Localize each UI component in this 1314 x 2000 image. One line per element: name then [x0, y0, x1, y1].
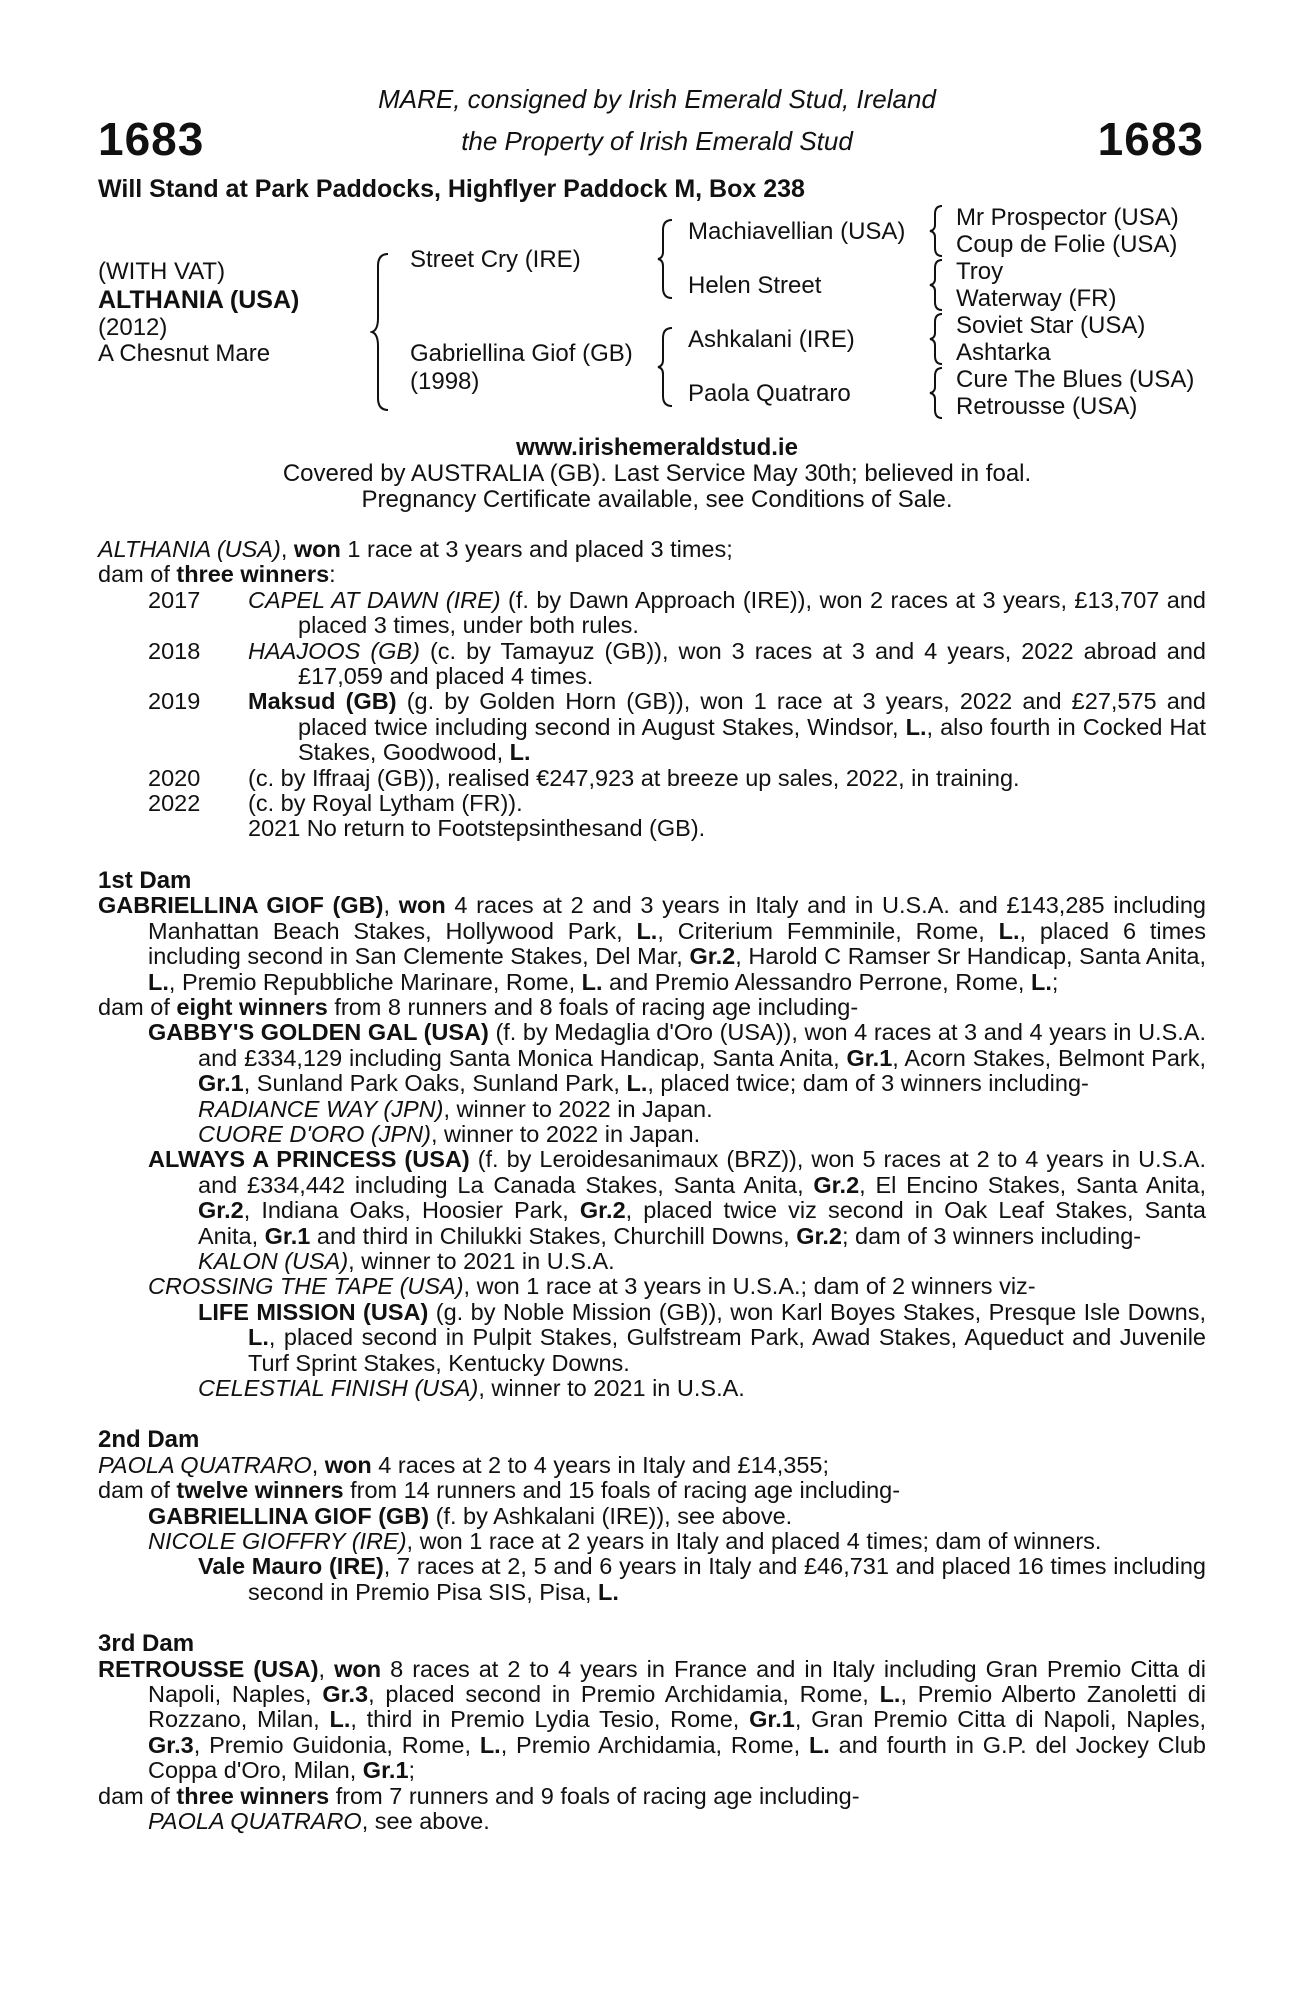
first-dam-record: GABRIELLINA GIOF (GB), won 4 races at 2 and 3 years in Italy and in U.S.A. and £143,285 including Manhattan Beach Stakes, Hollywood Park, L., Criterium Femminile, Rome, L., placed 6 times including second in San Clemente Stakes, Del Mar, Gr.2, Harold C Ramser Sr Handicap, Santa Anita, L., Premio Repubbliche Marinare, Rome, L. and Premio Alessandro Perrone, Rome, L.;: [98, 892, 1207, 995]
first-dam-heading: 1st Dam: [98, 866, 192, 894]
produce-no-return: 2021 No return to Footstepsinthesand (GB).: [248, 815, 706, 842]
pedigree-sire-sire: Machiavellian (USA): [688, 218, 906, 245]
pedigree-gen3-2: Coup de Folie (USA): [956, 231, 1178, 258]
pregnancy-info: Pregnancy Certificate available, see Conditions of Sale.: [361, 486, 953, 513]
consignor-line: MARE, consigned by Irish Emerald Stud, Ireland: [378, 84, 936, 114]
pedigree-brace-g1: [928, 204, 946, 258]
produce-gabriellina-giof: GABRIELLINA GIOF (GB) (f. by Ashkalani (IRE)), see above.: [148, 1502, 793, 1529]
third-dam-dam-of: dam of three winners from 7 runners and 9 foals of racing age including-: [98, 1782, 860, 1809]
pedigree-sire: Street Cry (IRE): [410, 246, 581, 273]
produce-gabbys-golden-gal: GABBY'S GOLDEN GAL (USA) (f. by Medaglia d'Oro (USA)), won 4 races at 3 and 4 years in U.S.A. and £334,129 including Santa Monica Handicap, Santa Anita, Gr.1, Acorn Stakes, Belmont Park, Gr.1, Sunland Park Oaks, Sunland Park, L., placed twice; dam of 3 winners including-: [148, 1019, 1206, 1097]
produce-cuore-doro: CUORE D'ORO (JPN), winner to 2022 in Japan.: [198, 1120, 701, 1147]
produce-intro: ALTHANIA (USA), won 1 race at 3 years and placed 3 times;: [98, 536, 733, 562]
pedigree-brace-sire: [656, 218, 676, 300]
vat-label: (WITH VAT): [98, 258, 226, 285]
pedigree-brace-g4: [928, 366, 946, 420]
third-dam-heading: 3rd Dam: [98, 1630, 195, 1658]
pedigree-brace-g2: [928, 258, 946, 312]
pedigree-brace-g3: [928, 312, 946, 366]
catalogue-body: [98, 537, 1206, 1835]
produce-kalon: KALON (USA), winner to 2021 in U.S.A.: [198, 1247, 615, 1274]
produce-life-mission: LIFE MISSION (USA) (g. by Noble Mission (GB)), won Karl Boyes Stakes, Presque Isle Downs, L., placed second in Pulpit Stakes, Gulfstream Park, Awad Stakes, Aqueduct and Juvenile Turf Sprint Stakes, Kentucky Downs.: [198, 1298, 1206, 1376]
produce-row: 2017 CAPEL AT DAWN (IRE) (f. by Dawn Approach (IRE)), won 2 races at 3 years, £13,707 and placed 3 times, under both rules.: [148, 586, 1207, 639]
pedigree-gen3-7: Cure The Blues (USA): [956, 366, 1195, 393]
horse-year: (2012): [98, 314, 168, 341]
third-dam-record: RETROUSSE (USA), won 8 races at 2 to 4 years in France and in Italy including Gran Premio Citta di Napoli, Naples, Gr.3, placed second in Premio Archidamia, Rome, L., Premio Alberto Zanoletti di Rozzano, Milan, L., third in Premio Lydia Tesio, Rome, Gr.1, Gran Premio Citta di Napoli, Naples, Gr.3, Premio Guidonia, Rome, L., Premio Archidamia, Rome, L. and fourth in G.P. del Jockey Club Coppa d'Oro, Milan, Gr.1;: [98, 1655, 1207, 1784]
produce-always-a-princess: ALWAYS A PRINCESS (USA) (f. by Leroidesanimaux (BRZ)), won 5 races at 2 to 4 years in U.S.A. and £334,442 including La Canada Stakes, Santa Anita, Gr.2, El Encino Stakes, Santa Anita, Gr.2, Indiana Oaks, Hoosier Park, Gr.2, placed twice viz second in Oak Leaf Stakes, Santa Anita, Gr.1 and third in Chilukki Stakes, Churchill Downs, Gr.2; dam of 3 winners including-: [148, 1146, 1206, 1249]
produce-row: 2018 HAAJOOS (GB) (c. by Tamayuz (GB)), won 3 races at 3 and 4 years, 2022 abroad and £17,059 and placed 4 times.: [148, 637, 1206, 690]
produce-celestial-finish: CELESTIAL FINISH (USA), winner to 2021 in U.S.A.: [198, 1375, 745, 1401]
covering-info: Covered by AUSTRALIA (GB). Last Service May 30th; believed in foal.: [282, 460, 1032, 487]
pedigree-gen3-1: Mr Prospector (USA): [956, 204, 1179, 231]
produce-dam-of: dam of three winners:: [98, 561, 336, 588]
lot-number-left: 1683: [98, 113, 205, 165]
pedigree-dam-year: (1998): [410, 368, 480, 395]
produce-row: 2019 Maksud (GB) (g. by Golden Horn (GB)), won 1 race at 3 years, 2022 and £27,575 and placed twice including second in August Stakes, Windsor, L., also fourth in Cocked Hat Stakes, Goodwood, L.: [148, 688, 1206, 766]
lot-number-right: 1683: [1097, 113, 1204, 165]
pedigree-dam-sire: Ashkalani (IRE): [688, 326, 855, 353]
second-dam-record: PAOLA QUATRARO, won 4 races at 2 to 4 years in Italy and £14,355;: [98, 1451, 830, 1478]
pedigree-gen3-3: Troy: [956, 258, 1004, 285]
website-link[interactable]: www.irishemeraldstud.ie: [516, 434, 798, 461]
first-dam-dam-of: dam of eight winners from 8 runners and 8 foals of racing age including-: [98, 993, 859, 1020]
pedigree-dam-dam: Paola Quatraro: [688, 380, 851, 407]
horse-description: A Chesnut Mare: [98, 340, 271, 367]
pedigree-brace-dam: [656, 326, 676, 408]
produce-vale-mauro: Vale Mauro (IRE), 7 races at 2, 5 and 6 years in Italy and £46,731 and placed 16 times including second in Premio Pisa SIS, Pisa, L.: [198, 1553, 1206, 1605]
produce-paola-quatraro: PAOLA QUATRARO, see above.: [148, 1808, 490, 1835]
produce-nicole-gioffry: NICOLE GIOFFRY (IRE), won 1 race at 2 years in Italy and placed 4 times; dam of winners.: [148, 1528, 1102, 1555]
second-dam-dam-of: dam of twelve winners from 14 runners and 15 foals of racing age including-: [98, 1477, 901, 1504]
stand-location: Will Stand at Park Paddocks, Highflyer Paddock M, Box 238: [98, 175, 805, 203]
produce-crossing-the-tape: CROSSING THE TAPE (USA), won 1 race at 3 years in U.S.A.; dam of 2 winners viz-: [148, 1273, 1036, 1300]
pedigree-gen3-5: Soviet Star (USA): [956, 312, 1146, 339]
pedigree-gen3-6: Ashtarka: [956, 339, 1051, 366]
pedigree-gen3-8: Retrousse (USA): [956, 393, 1138, 420]
pedigree-dam: Gabriellina Giof (GB): [410, 340, 633, 367]
horse-name: ALTHANIA (USA): [98, 286, 300, 314]
produce-radiance-way: RADIANCE WAY (JPN), winner to 2022 in Japan.: [198, 1095, 713, 1122]
pedigree-brace-main: [370, 252, 392, 412]
property-line: the Property of Irish Emerald Stud: [461, 126, 853, 156]
produce-row: 2020 (c. by Iffraaj (GB)), realised €247,923 at breeze up sales, 2022, in training.: [148, 764, 1020, 791]
pedigree-gen3-4: Waterway (FR): [956, 285, 1117, 312]
pedigree-sire-dam: Helen Street: [688, 272, 822, 299]
produce-row: 2022 (c. by Royal Lytham (FR)).: [148, 790, 523, 817]
second-dam-heading: 2nd Dam: [98, 1426, 200, 1454]
